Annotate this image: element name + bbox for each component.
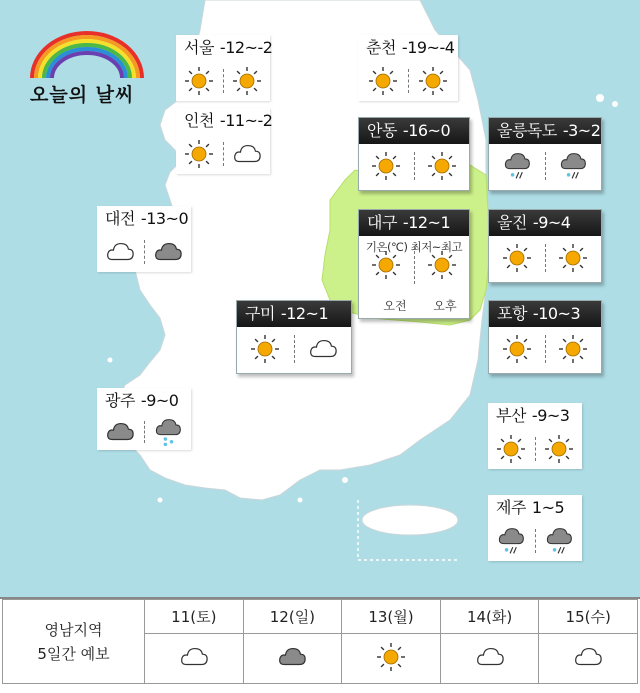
city-header	[489, 118, 601, 144]
temp-legend: 기온(℃) 최저~최고	[365, 240, 463, 254]
region-line1: 영남지역	[44, 620, 103, 639]
city-header	[489, 210, 601, 236]
city-temp: -13~0	[140, 209, 189, 228]
sun-icon	[427, 250, 457, 280]
city-temp: -3~2	[562, 121, 601, 140]
island	[612, 101, 618, 107]
sun-icon	[427, 151, 457, 181]
city-name: 포항	[497, 304, 527, 323]
city-card-pohang	[488, 300, 602, 374]
city-name: 대전	[105, 209, 135, 228]
city-header	[97, 388, 191, 414]
pm-weather	[145, 414, 192, 450]
city-temp: -12~-2	[219, 38, 273, 57]
forecast-icon-cell	[440, 634, 539, 684]
pm-weather	[415, 234, 470, 296]
pm-weather	[536, 429, 583, 469]
sun-icon	[544, 434, 574, 464]
cloud-icon	[232, 139, 262, 169]
city-name: 제주	[496, 498, 526, 517]
forecast-day: 14(화)	[440, 600, 539, 634]
forecast-icon-cell	[539, 634, 638, 684]
am-pm-icons	[359, 142, 469, 190]
city-name: 구미	[245, 304, 275, 323]
city-card-daegu	[358, 209, 470, 319]
pm-weather	[224, 61, 271, 101]
island	[342, 477, 348, 483]
city-name: 대구	[367, 213, 397, 232]
am-pm-icons	[358, 61, 458, 101]
pm-weather	[145, 232, 192, 272]
city-temp: -12~1	[280, 304, 329, 323]
city-temp: -19~-4	[401, 38, 455, 57]
city-card-busan	[488, 403, 582, 469]
rain-snow-icon	[496, 526, 526, 556]
cloud-icon	[308, 334, 338, 364]
yeongnam-5day-forecast	[0, 597, 640, 693]
pm-weather	[546, 325, 602, 373]
rain-snow-icon	[558, 151, 588, 181]
city-card-incheon	[176, 108, 273, 174]
island	[298, 498, 303, 503]
forecast-icon-cell	[145, 634, 244, 684]
city-header	[359, 210, 469, 236]
pm-weather	[224, 134, 271, 174]
sun-icon	[502, 243, 532, 273]
region-line2: 5일간 예보	[37, 644, 110, 663]
am-pm-icons	[176, 134, 270, 174]
sun-icon	[376, 642, 406, 672]
pm-weather	[546, 234, 602, 282]
am-weather	[176, 134, 223, 174]
pm-weather	[415, 142, 470, 190]
am-pm-icons	[237, 325, 351, 373]
am-weather	[489, 142, 545, 190]
sun-icon	[368, 66, 398, 96]
city-name: 인천	[184, 111, 214, 130]
overcast-icon	[105, 417, 135, 447]
am-pm-icons	[489, 325, 601, 373]
am-weather	[97, 232, 144, 272]
city-name: 안동	[367, 121, 397, 140]
city-name: 서울	[184, 38, 214, 57]
sun-icon	[502, 334, 532, 364]
city-header	[488, 495, 582, 521]
island	[596, 94, 604, 102]
pm-label: 오후	[433, 299, 457, 313]
forecast-region-label	[3, 600, 145, 684]
am-pm-icons	[488, 521, 582, 561]
city-header	[97, 206, 191, 232]
city-temp: -12~1	[402, 213, 451, 232]
am-weather	[176, 61, 223, 101]
cloud-icon	[573, 642, 603, 672]
am-pm-icons	[489, 142, 601, 190]
city-header	[489, 301, 601, 327]
city-header	[359, 118, 469, 144]
city-temp: -11~-2	[219, 111, 273, 130]
city-temp: -9~0	[140, 391, 179, 410]
city-card-daejeon	[97, 206, 191, 272]
city-header	[488, 403, 582, 429]
am-weather	[489, 234, 545, 282]
am-pm-icons	[97, 414, 191, 450]
sun-icon	[184, 66, 214, 96]
city-card-seoul	[176, 35, 273, 101]
rainbow-icon	[22, 28, 152, 88]
am-pm-icons	[488, 429, 582, 469]
pm-weather	[295, 325, 352, 373]
sun-icon	[496, 434, 526, 464]
island	[108, 358, 113, 363]
pm-weather	[546, 142, 602, 190]
jeju-island	[362, 505, 458, 535]
city-temp: -10~3	[532, 304, 581, 323]
city-name: 춘천	[366, 38, 396, 57]
city-card-jeju	[488, 495, 582, 561]
island	[158, 498, 163, 503]
city-card-gumi	[236, 300, 352, 374]
city-temp: 1~5	[531, 498, 565, 517]
forecast-table	[2, 599, 638, 684]
forecast-icon-cell	[342, 634, 441, 684]
city-temp: -9~4	[532, 213, 571, 232]
city-header	[237, 301, 351, 327]
map-title: 오늘의 날씨	[30, 84, 135, 106]
cloud-icon	[105, 237, 135, 267]
overcast-icon	[153, 237, 183, 267]
city-card-gwangju	[97, 388, 191, 450]
city-temp: -16~0	[402, 121, 451, 140]
city-card-andong	[358, 117, 470, 191]
sun-icon	[371, 151, 401, 181]
sun-icon	[232, 66, 262, 96]
am-pm-icons	[97, 232, 191, 272]
sun-icon	[250, 334, 280, 364]
am-pm-icons	[176, 61, 270, 101]
forecast-day: 15(수)	[539, 600, 638, 634]
am-weather	[359, 142, 414, 190]
city-card-ulleung	[488, 117, 602, 191]
sun-icon	[418, 66, 448, 96]
am-weather	[359, 234, 414, 296]
city-header	[358, 35, 458, 61]
sun-icon	[371, 250, 401, 280]
cloud-icon	[179, 642, 209, 672]
city-header	[176, 108, 273, 134]
am-weather	[488, 429, 535, 469]
sun-icon	[558, 243, 588, 273]
city-card-chuncheon	[358, 35, 458, 101]
forecast-icon-cell	[243, 634, 342, 684]
forecast-day: 11(토)	[145, 600, 244, 634]
sun-icon	[558, 334, 588, 364]
am-weather	[488, 521, 535, 561]
forecast-day: 13(월)	[342, 600, 441, 634]
city-name: 울릉독도	[497, 121, 557, 140]
city-card-uljin	[488, 209, 602, 283]
am-label: 오전	[383, 299, 407, 313]
am-weather	[237, 325, 294, 373]
city-name: 부산	[496, 406, 526, 425]
pm-weather	[409, 61, 459, 101]
am-weather	[358, 61, 408, 101]
rain-snow-icon	[544, 526, 574, 556]
snow-icon	[153, 417, 183, 447]
am-weather	[489, 325, 545, 373]
city-name: 광주	[105, 391, 135, 410]
forecast-day: 12(일)	[243, 600, 342, 634]
rain-snow-icon	[502, 151, 532, 181]
pm-weather	[536, 521, 583, 561]
city-name: 울진	[497, 213, 527, 232]
am-weather	[97, 414, 144, 450]
cloud-icon	[475, 642, 505, 672]
city-temp: -9~3	[531, 406, 570, 425]
sun-icon	[184, 139, 214, 169]
city-header	[176, 35, 273, 61]
overcast-icon	[277, 642, 307, 672]
am-pm-icons	[359, 234, 469, 296]
am-pm-icons	[489, 234, 601, 282]
